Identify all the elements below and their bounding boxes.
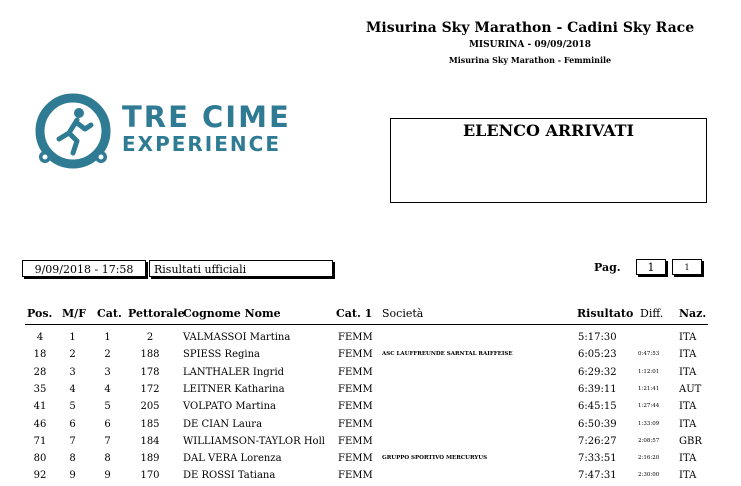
cell-name: VOLPATO Martina <box>183 401 277 413</box>
cell-result: 7:47:31 <box>578 470 617 482</box>
cell-result: 7:33:51 <box>578 453 617 465</box>
document-title: ELENCO ARRIVATI <box>462 121 635 140</box>
cell-cat: 9 <box>104 470 111 482</box>
cell-cat: 5 <box>104 401 111 413</box>
cell-name: VALMASSOI Martina <box>183 332 291 343</box>
col-header-cat: Cat. <box>97 307 122 320</box>
cell-mf: 8 <box>69 453 76 465</box>
cell-cat: 8 <box>104 453 111 465</box>
cell-club: ASC LAUFFREUNDE SARNTAL RAIFFEISE <box>382 351 513 358</box>
page-number: 1 <box>636 259 666 275</box>
col-header-club: Società <box>382 307 424 320</box>
cell-name: LEITNER Katharina <box>183 383 285 395</box>
cell-diff: 1:21:41 <box>638 385 660 392</box>
cell-nat: ITA <box>679 418 697 430</box>
cell-pos: 4 <box>36 332 44 343</box>
cell-bib: 170 <box>140 470 160 482</box>
cell-bib: 2 <box>146 332 154 343</box>
cell-cat1: FEMM <box>338 418 373 430</box>
cell-nat: ITA <box>679 366 697 378</box>
cell-name: DAL VERA Lorenza <box>183 453 282 465</box>
col-header-diff: Diff. <box>640 307 664 320</box>
cell-result: 5:17:30 <box>578 332 617 343</box>
cell-cat1: FEMM <box>338 470 373 482</box>
cell-nat: GBR <box>679 435 702 447</box>
cell-name: DE ROSSI Tatiana <box>183 470 276 482</box>
cell-nat: ITA <box>679 401 697 413</box>
cell-mf: 9 <box>69 470 76 482</box>
cell-pos: 35 <box>33 383 47 395</box>
col-header-nat: Naz. <box>679 307 707 320</box>
race-category: Misurina Sky Marathon - Femminile <box>448 55 612 65</box>
cell-result: 7:26:27 <box>578 435 617 447</box>
race-location-date: MISURINA - 09/09/2018 <box>468 40 592 50</box>
cell-result: 6:05:23 <box>578 349 617 361</box>
cell-name: SPIESS Regina <box>183 349 260 361</box>
col-header-mf: M/F <box>62 307 87 320</box>
cell-mf: 2 <box>69 349 76 361</box>
cell-cat1: FEMM <box>338 453 373 465</box>
cell-cat: 4 <box>104 383 111 395</box>
cell-cat: 6 <box>104 418 111 430</box>
cell-mf: 7 <box>69 435 76 447</box>
cell-mf: 6 <box>69 418 76 430</box>
header-rule <box>25 324 708 325</box>
cell-pos: 71 <box>33 435 47 447</box>
cell-nat: AUT <box>679 383 702 395</box>
cell-nat: ITA <box>679 470 697 482</box>
cell-diff: 0:47:53 <box>638 351 660 358</box>
cell-bib: 189 <box>140 453 160 465</box>
cell-cat: 3 <box>104 366 111 378</box>
cell-bib: 172 <box>140 383 160 395</box>
cell-result: 6:29:32 <box>578 366 617 378</box>
cell-bib: 205 <box>140 401 160 413</box>
cell-cat1: FEMM <box>338 366 373 378</box>
cell-nat: ITA <box>679 453 697 465</box>
cell-nat: ITA <box>679 349 697 361</box>
cell-cat1: FEMM <box>338 332 373 343</box>
cell-result: 6:39:11 <box>578 383 617 395</box>
cell-name: DE CIAN Laura <box>183 418 263 430</box>
cell-pos: 18 <box>33 349 47 361</box>
cell-name: LANTHALER Ingrid <box>183 366 285 378</box>
cell-result: 6:45:15 <box>578 401 617 413</box>
cell-mf: 3 <box>69 366 76 378</box>
cell-diff: 2:16:20 <box>638 455 660 462</box>
runner-logo-icon <box>33 93 113 173</box>
cell-pos: 80 <box>33 453 47 465</box>
cell-bib: 184 <box>140 435 160 447</box>
cell-diff: 1:12:01 <box>638 368 660 375</box>
col-header-bib: Pettorale <box>128 307 185 320</box>
cell-pos: 46 <box>33 418 47 430</box>
cell-cat: 7 <box>104 435 111 447</box>
logo-line-1: TRE CIME <box>122 100 291 134</box>
cell-cat1: FEMM <box>338 383 373 395</box>
cell-cat: 1 <box>104 332 111 343</box>
cell-name: WILLIAMSON-TAYLOR Holl <box>183 435 325 447</box>
cell-mf: 5 <box>69 401 76 413</box>
status-field: Risultati ufficiali <box>149 260 333 277</box>
page-label: Pag. <box>594 261 621 274</box>
cell-pos: 28 <box>33 366 47 378</box>
logo-line-2: EXPERIENCE <box>122 132 281 156</box>
page-total: 1 <box>672 259 702 275</box>
cell-club: GRUPPO SPORTIVO MERCURYUS <box>382 455 488 462</box>
cell-bib: 185 <box>140 418 160 430</box>
col-header-result: Risultato <box>577 307 634 320</box>
cell-nat: ITA <box>679 332 697 343</box>
cell-bib: 178 <box>140 366 160 378</box>
cell-mf: 4 <box>69 383 76 395</box>
datetime-field: 9/09/2018 - 17:58 <box>22 260 146 277</box>
cell-bib: 188 <box>140 349 160 361</box>
cell-diff: 2:30:00 <box>638 472 660 479</box>
cell-result: 6:50:39 <box>578 418 617 430</box>
col-header-name: Cognome Nome <box>183 307 281 320</box>
race-title: Misurina Sky Marathon - Cadini Sky Race <box>365 20 695 36</box>
logo-wordmark <box>122 100 291 156</box>
cell-diff: 1:33:09 <box>638 420 660 427</box>
cell-mf: 1 <box>69 332 76 343</box>
cell-pos: 92 <box>33 470 47 482</box>
col-header-cat1: Cat. 1 <box>336 307 373 320</box>
cell-cat1: FEMM <box>338 435 373 447</box>
cell-cat1: FEMM <box>338 349 373 361</box>
cell-diff: 2:08:57 <box>638 437 660 444</box>
cell-cat: 2 <box>104 349 111 361</box>
col-header-pos: Pos. <box>27 307 53 320</box>
cell-pos: 41 <box>33 401 47 413</box>
cell-diff: 1:27:44 <box>638 403 660 410</box>
cell-cat1: FEMM <box>338 401 373 413</box>
